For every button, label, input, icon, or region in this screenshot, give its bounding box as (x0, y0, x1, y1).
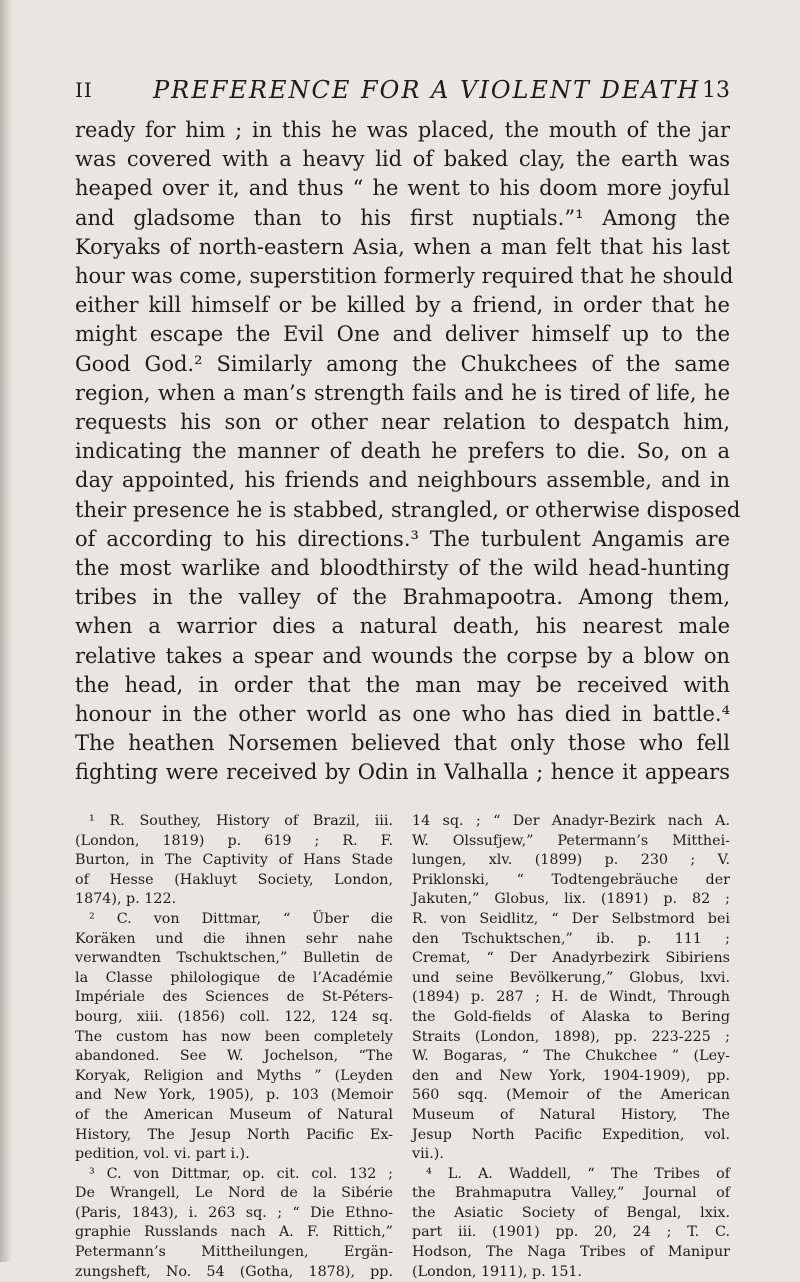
footnote-line: Jesup North Pacific Expedition, vol. (412, 1126, 730, 1143)
chapter-number: II (75, 78, 93, 102)
body-line: hour was come, superstition formerly required that he should (75, 264, 734, 289)
footnote-line: the Brahmaputra Valley,” Journal of (412, 1185, 730, 1202)
footnote-line: pedition, vol. vi. part i.). (75, 1146, 250, 1163)
footnote-line: ⁴ L. A. Waddell, “ The Tribes of (426, 1165, 730, 1182)
body-line: Good God.² Similarly among the Chukchees of the same (75, 351, 730, 376)
footnote-line: den and New York, 1904-1909), pp. (412, 1067, 730, 1084)
body-line: indicating the manner of death he prefers to die. So, on a (75, 439, 730, 464)
page-number: 13 (702, 78, 730, 103)
footnote-line: ³ C. von Dittmar, op. cit. col. 132 ; (89, 1165, 393, 1182)
footnote-line: R. von Seidlitz, “ Der Selbstmord bei (412, 910, 730, 927)
footnote-line: verwandten Tschuktschen,” Bulletin de (75, 950, 393, 967)
footnote-line: Museum of Natural History, The (412, 1106, 730, 1123)
footnote-line: part iii. (1901) pp. 20, 24 ; T. C. (412, 1224, 730, 1241)
body-line: The heathen Norsemen believed that only those who fell (75, 731, 730, 756)
footnote-line: W. Olssufjew,” Petermann’s Mitthei- (412, 832, 730, 849)
footnotes-right-column (412, 812, 730, 1282)
body-line: was covered with a heavy lid of baked clay, the earth was (75, 147, 730, 172)
footnote-line: und seine Bevölkerung,” Globus, lxvi. (412, 969, 730, 986)
body-line: either kill himself or be killed by a friend, in order that he (75, 293, 730, 318)
footnote-line: Jakuten,” Globus, lix. (1891) p. 82 ; (412, 891, 730, 908)
footnote-line: (London, 1819) p. 619 ; R. F. (75, 832, 393, 849)
footnote-line: Hodson, The Naga Tribes of Manipur (412, 1244, 730, 1261)
body-line: might escape the Evil One and deliver himself up to the (75, 322, 730, 347)
footnote-line: Cremat, “ Der Anadyrbezirk Sibiriens (412, 950, 730, 967)
body-line: relative takes a spear and wounds the corpse by a blow on (75, 643, 730, 668)
footnote-line: of Hesse (Hakluyt Society, London, (75, 871, 393, 888)
footnote-line: (London, 1911), p. 151. (412, 1263, 583, 1280)
footnote-line: De Wrangell, Le Nord de la Sibérie (75, 1185, 393, 1202)
footnote-line: History, The Jesup North Pacific Ex- (75, 1126, 393, 1143)
footnote-line: ² C. von Dittmar, “ Über die (89, 910, 393, 927)
footnote-line: zungsheft, No. 54 (Gotha, 1878), pp. (75, 1263, 393, 1280)
body-line: and gladsome than to his first nuptials.”¹ Among the (75, 205, 730, 230)
footnote-line: (Paris, 1843), i. 263 sq. ; “ Die Ethno- (75, 1204, 393, 1221)
body-line: of according to his directions.³ The turbulent Angamis are (75, 526, 730, 551)
footnote-line: Priklonski, “ Todtengebräuche der (412, 871, 730, 888)
footnote-line: of the American Museum of Natural (75, 1106, 393, 1123)
body-line: when a warrior dies a natural death, his nearest male (75, 614, 730, 639)
footnote-line: the Asiatic Society of Bengal, lxix. (412, 1204, 730, 1221)
footnote-line: la Classe philologique de l’Académie (75, 969, 393, 986)
body-line: requests his son or other near relation to despatch him, (75, 410, 730, 435)
body-line: ready for him ; in this he was placed, the mouth of the jar (75, 118, 730, 142)
footnote-line: abandoned. See W. Jochelson, “The (75, 1048, 393, 1065)
body-line: region, when a man’s strength fails and he is tired of life, he (75, 380, 730, 405)
body-line: the most warlike and bloodthirsty of the wild head-hunting (75, 556, 730, 581)
footnote-line: 14 sq. ; “ Der Anadyr-Bezirk nach A. (412, 813, 730, 829)
body-line: tribes in the valley of the Brahmapootra. Among them, (75, 585, 730, 610)
body-line: fighting were received by Odin in Valhalla ; hence it appears (75, 760, 730, 785)
footnote-line: Koräken und die ihnen sehr nahe (75, 930, 393, 947)
page-binding-shadow (0, 0, 12, 1262)
body-line: honour in the other world as one who has died in battle.⁴ (75, 702, 730, 727)
footnotes-left-column (75, 812, 393, 1282)
footnote-line: 560 sqq. (Memoir of the American (412, 1087, 730, 1104)
footnote-line: den Tschuktschen,” ib. p. 111 ; (412, 930, 730, 947)
footnote-line: (1894) p. 287 ; H. de Windt, Through (412, 989, 730, 1006)
footnote-line: The custom has now been completely (75, 1028, 393, 1045)
footnote-line: Impériale des Sciences de St-Péters- (75, 989, 393, 1006)
footnote-line: 1874), p. 122. (75, 891, 177, 908)
footnote-line: Burton, in The Captivity of Hans Stade (75, 852, 393, 869)
footnote-line: graphie Russlands nach A. F. Rittich,” (75, 1224, 393, 1241)
body-line: day appointed, his friends and neighbours assemble, and in (75, 468, 730, 493)
body-line: the head, in order that the man may be received with (75, 672, 730, 697)
running-title: PREFERENCE FOR A VIOLENT DEATH (153, 76, 701, 104)
body-line: their presence he is stabbed, strangled, or otherwise disposed (75, 497, 741, 522)
body-line: heaped over it, and thus “ he went to his doom more joyful (75, 176, 730, 201)
footnote-line: W. Bogaras, “ The Chukchee ” (Ley- (412, 1048, 730, 1065)
footnote-line: Koryak, Religion and Myths ” (Leyden (75, 1067, 393, 1084)
footnotes (75, 812, 730, 1282)
footnote-line: the Gold-fields of Alaska to Bering (412, 1008, 730, 1025)
body-text (75, 116, 741, 788)
page-header (75, 76, 730, 116)
footnote-line: lungen, xlv. (1899) p. 230 ; V. (412, 852, 730, 869)
footnote-line: Straits (London, 1898), pp. 223-225 ; (412, 1028, 730, 1045)
body-line: Koryaks of north-eastern Asia, when a man felt that his last (75, 234, 730, 259)
footnote-line: and New York, 1905), p. 103 (Memoir (75, 1087, 393, 1104)
footnote-line: Petermann’s Mittheilungen, Ergän- (75, 1244, 393, 1261)
footnote-line: bourg, xiii. (1856) coll. 122, 124 sq. (75, 1008, 393, 1025)
footnote-line: ¹ R. Southey, History of Brazil, iii. (89, 813, 393, 829)
footnote-line: vii.). (412, 1146, 444, 1163)
